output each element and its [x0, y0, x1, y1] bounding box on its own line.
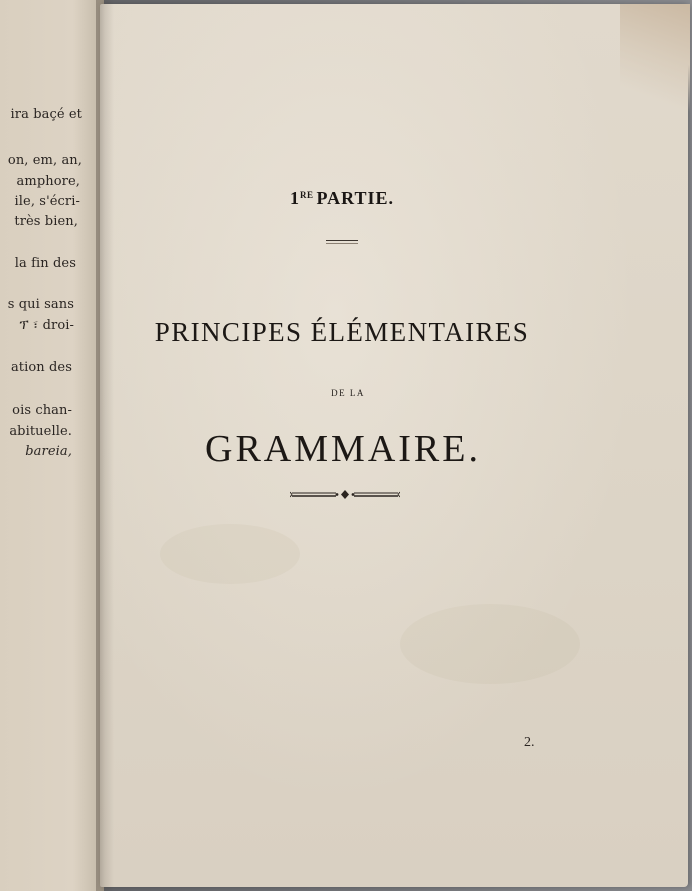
part-number: 1 [289, 188, 300, 208]
title-page-content [100, 4, 688, 887]
left-page-line: ira baçé et [10, 107, 82, 122]
left-page-line: la fin des [14, 256, 76, 271]
left-page-line: bareia, [25, 444, 72, 459]
left-page-line: ፕ ፣ droi- [19, 318, 74, 333]
book-spine-shadow [96, 0, 114, 891]
left-page-line: amphore, [16, 174, 80, 189]
part-number-suffix: RE [299, 190, 314, 200]
left-page-line: s qui sans [7, 297, 74, 312]
part-heading [100, 188, 584, 209]
page-number: 2. [524, 735, 535, 750]
left-page-line: ile, s'écri- [14, 194, 80, 209]
left-page-line: on, em, an, [7, 153, 82, 168]
title-connector: DE LA [331, 388, 365, 398]
left-page-line: ois chan- [12, 403, 72, 418]
subject-title: GRAMMAIRE. [205, 428, 481, 470]
part-label: PARTIE. [316, 188, 395, 208]
left-page-line: très bien, [14, 214, 78, 229]
right-page [100, 4, 688, 887]
left-page-line: abituelle. [9, 424, 72, 439]
main-title: PRINCIPES ÉLÉMENTAIRES [154, 317, 530, 347]
short-rule-divider [326, 240, 358, 244]
left-page-line: ation des [10, 360, 72, 375]
ornamental-rule-icon [290, 488, 400, 502]
left-page [0, 0, 104, 891]
